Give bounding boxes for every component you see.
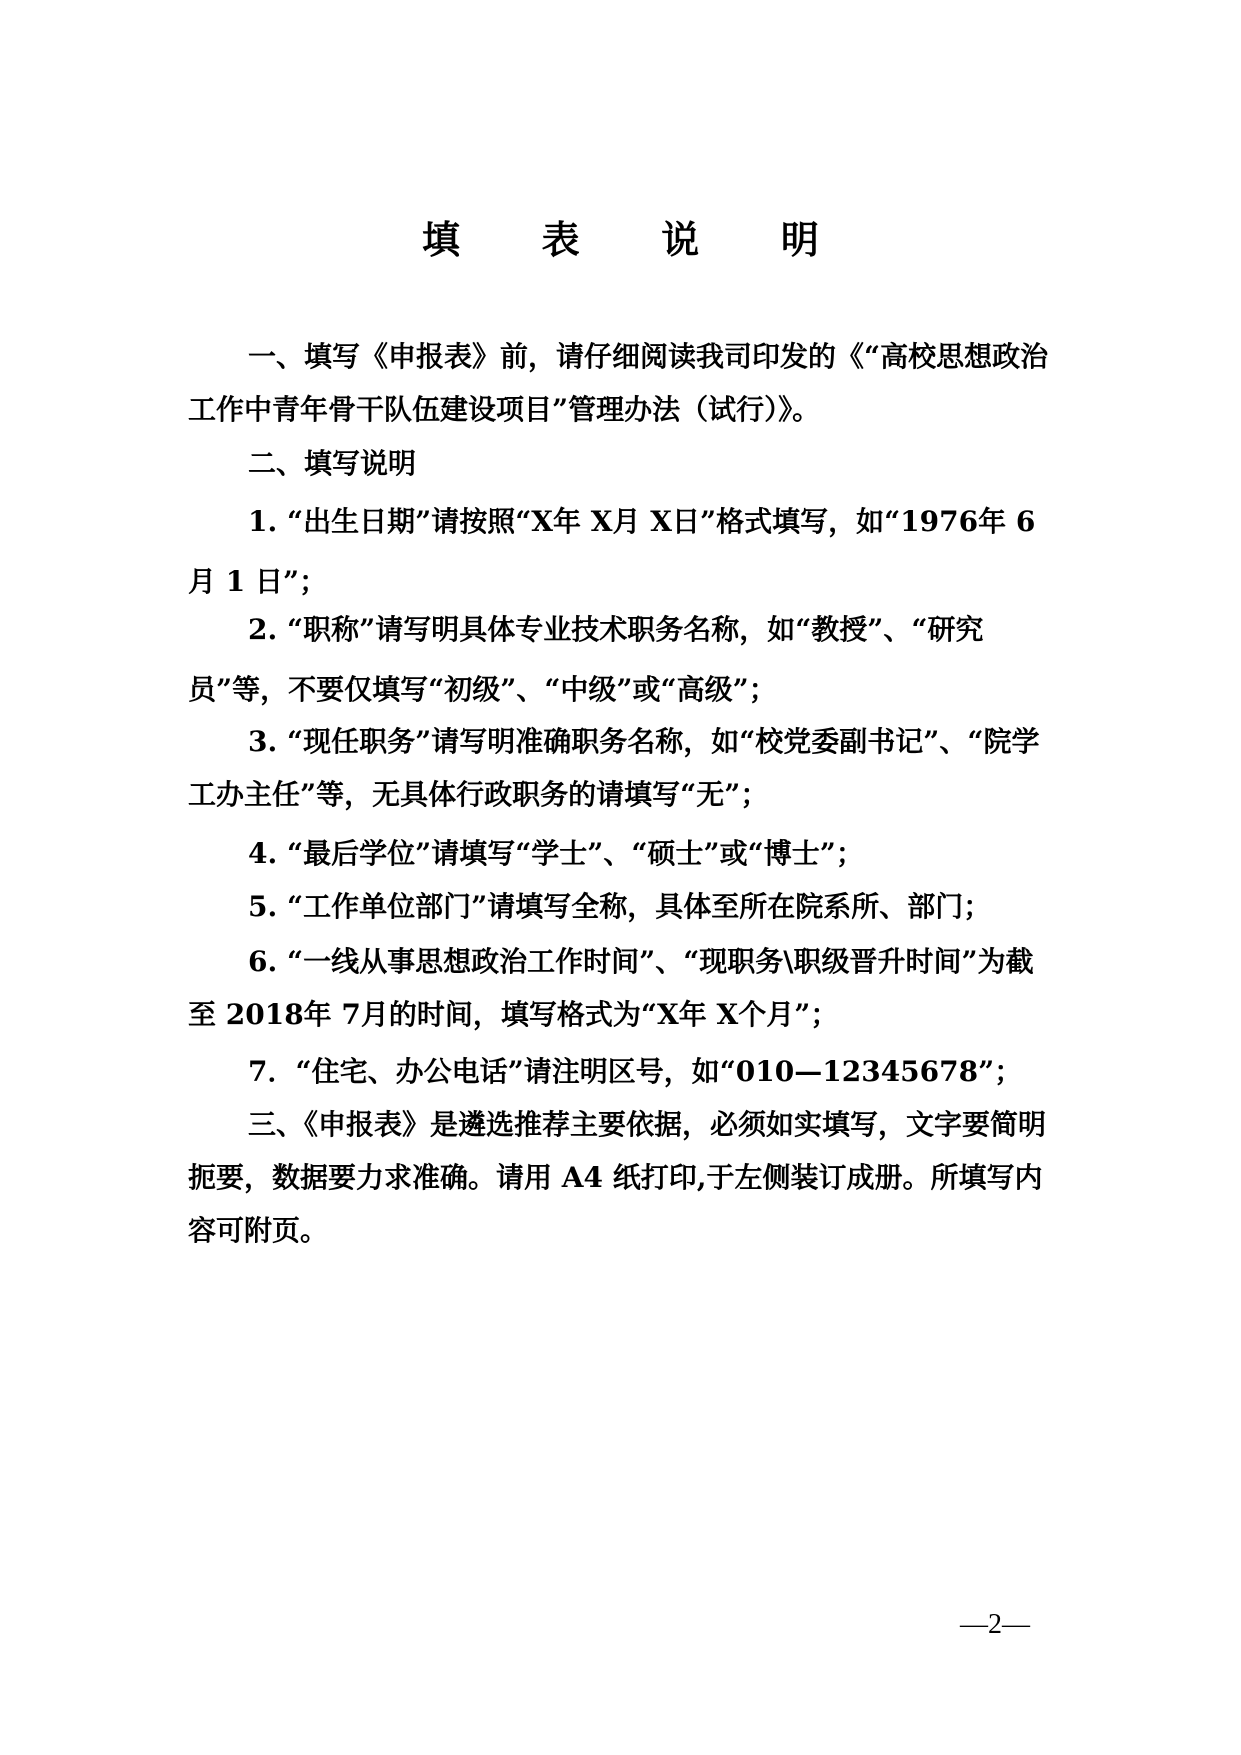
instruction-item-4: 4. “最后学位”请填写“学士”、“硕士”或“博士”； (248, 837, 864, 870)
instruction-item-1: 1. “出生日期”请按照“X年 X月 X日”格式填写，如“1976年 6月 1 日”； (188, 505, 1036, 598)
instruction-item-2: 2. “职称”请写明具体专业技术职务名称，如“教授”、“研究员”等，不要仅填写“初级”、“中级”或“高级”； (188, 613, 984, 706)
section-2-heading: 二、填写说明 (248, 447, 417, 480)
section-3-paragraph: 三、《申报表》是遴选推荐主要依据，必须如实填写，文字要简明扼要，数据要力求准确。请用 A4 纸打印,于左侧装订成册。所填写内容可附页。 (188, 1108, 1047, 1247)
instruction-item-7: 7．“住宅、办公电话”请注明区号，如“010—12345678”； (248, 1055, 1023, 1088)
page-number: —2— (960, 1609, 1030, 1640)
instruction-item-5: 5. “工作单位部门”请填写全称，具体至所在院系所、部门； (248, 890, 992, 923)
instruction-item-3: 3. “现任职务”请写明准确职务名称，如“校党委副书记”、“院学工办主任”等，无具体行政职务的请填写“无”； (188, 725, 1040, 811)
section-1-paragraph: 一、填写《申报表》前，请仔细阅读我司印发的《“高校思想政治工作中青年骨干队伍建设项目”管理办法（试行）》。 (188, 340, 1049, 426)
page-title: 填 表 说 明 (422, 217, 854, 262)
instruction-item-6: 6. “一线从事思想政治工作时间”、“现职务\职级晋升时间”为截至 2018年 7月的时间，填写格式为“X年 X个月”； (188, 945, 1034, 1031)
